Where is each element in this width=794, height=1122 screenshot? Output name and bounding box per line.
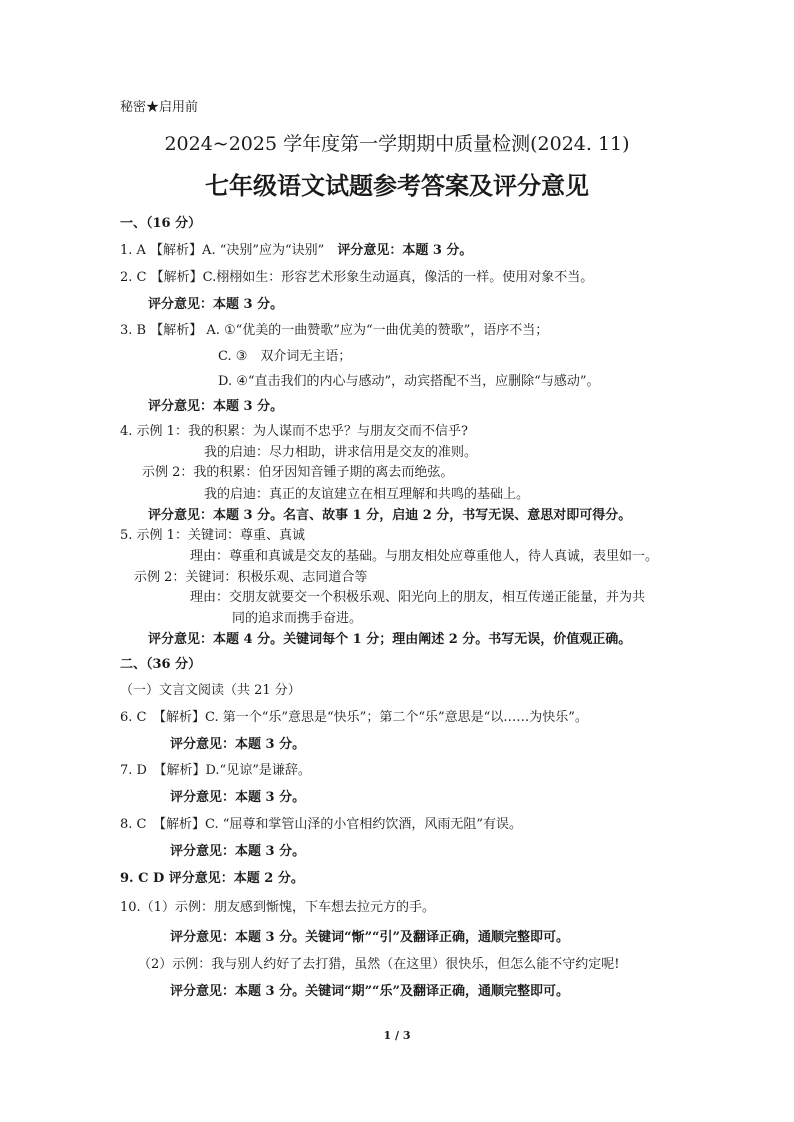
q1-score: 评分意见：本题 3 分。: [337, 243, 473, 258]
q10-part2-score: 评分意见：本题 3 分。关键词“期”“乐”及翻译正确，通顺完整即可。: [170, 984, 570, 999]
q3-score: 评分意见：本题 3 分。: [148, 399, 284, 414]
q8-answer: 8. C 【解析】C. “屈尊和掌管山泽的小官相约饮酒，风雨无阻”有误。: [120, 817, 523, 832]
q5-example1-reason: 理由：尊重和真诚是交友的基础。与朋友相处应尊重他人，待人真诚，表里如一。: [190, 549, 659, 564]
exam-title: 2024~2025 学年度第一学期期中质量检测(2024. 11): [164, 133, 630, 155]
confidential-label: 秘密★启用前: [120, 100, 199, 115]
q2-score: 评分意见：本题 3 分。: [148, 297, 284, 312]
q4-example2-insight: 我的启迪：真正的友谊建立在相互理解和共鸣的基础上。: [204, 487, 530, 502]
q10-part1: 10.（1）示例：朋友感到惭愧，下车想去拉元方的手。: [120, 900, 435, 915]
q4-example1-insight: 我的启迪：尽力相助，讲求信用是交友的准则。: [204, 445, 478, 460]
q4-example1-accumulation: 4. 示例 1：我的积累：为人谋而不忠乎？与朋友交而不信乎?: [120, 424, 468, 439]
q4-score: 评分意见：本题 3 分。名言、故事 1 分，启迪 2 分，书写无误、意思对即可得分。: [148, 508, 632, 523]
q5-example1-keywords: 5. 示例 1：关键词：尊重、真诚: [120, 528, 305, 543]
q3-answer-line1: 3. B 【解析】 A. ①“优美的一曲赞歌”应为“一曲优美的赞歌”，语序不当；: [120, 323, 549, 338]
q6-score: 评分意见：本题 3 分。: [170, 737, 306, 752]
q1-answer: 1. A 【解析】A. “决别”应为“诀别” 评分意见：本题 3 分。: [120, 243, 473, 258]
q3-answer-line2: C. ③ 双介词无主语；: [218, 349, 352, 364]
page-number: 1 / 3: [383, 1029, 411, 1042]
q6-answer: 6. C 【解析】C. 第一个“乐”意思是“快乐”；第二个“乐”意思是“以……为快乐”。: [120, 710, 588, 725]
q5-example2-reason: 理由：交朋友就要交一个积极乐观、阳光向上的朋友，相互传递正能量，并为共: [190, 590, 646, 605]
classical-reading-heading: （一）文言文阅读（共 21 分）: [120, 683, 301, 698]
section-1-heading: 一、（16 分）: [120, 216, 202, 231]
q9-answer: 9. C D 评分意见：本题 2 分。: [120, 871, 304, 886]
q7-answer: 7. D 【解析】D.“见谅”是谦辞。: [120, 763, 311, 778]
q8-score: 评分意见：本题 3 分。: [170, 844, 306, 859]
document-title: 七年级语文试题参考答案及评分意见: [205, 171, 589, 200]
q2-answer: 2. C 【解析】C.栩栩如生：形容艺术形象生动逼真，像活的一样。使用对象不当。: [120, 270, 594, 285]
q5-example2-keywords: 示例 2：关键词：积极乐观、志同道合等: [134, 570, 368, 585]
q4-example2-accumulation: 示例 2：我的积累：伯牙因知音锺子期的离去而绝弦。: [142, 465, 454, 480]
q3-answer-line3: D. ④“直击我们的内心与感动”，动宾搭配不当，应删除“与感动”。: [218, 374, 600, 389]
q10-part1-score: 评分意见：本题 3 分。关键词“惭”“引”及翻译正确，通顺完整即可。: [170, 930, 570, 945]
q5-score: 评分意见：本题 4 分。关键词每个 1 分；理由阐述 2 分。书写无误，价值观正确。: [148, 632, 632, 647]
q10-part2: （2）示例：我与别人约好了去打猎，虽然（在这里）很快乐，但怎么能不守约定呢!: [138, 957, 620, 972]
q5-example2-reason-cont: 同的追求而携手奋进。: [232, 611, 363, 626]
section-2-heading: 二、（36 分）: [120, 657, 202, 672]
q7-score: 评分意见：本题 3 分。: [170, 790, 306, 805]
